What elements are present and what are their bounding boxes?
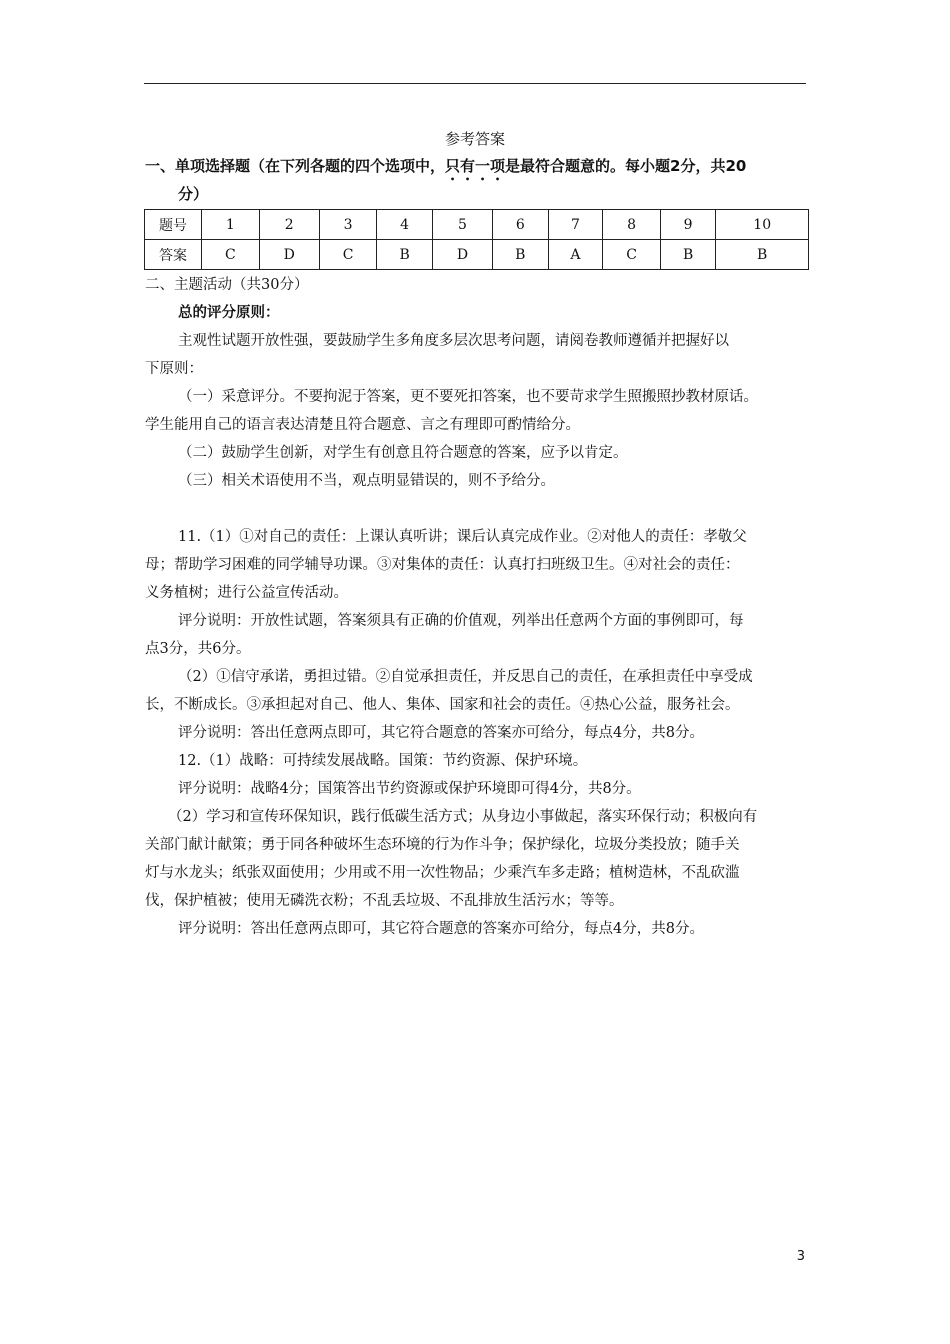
table-cell: 10 xyxy=(716,210,809,240)
text-line: 伐，保护植被；使用无磷洗衣粉；不乱丢垃圾、不乱排放生活污水；等等。 xyxy=(145,893,624,909)
text-line: 评分说明：开放性试题，答案须具有正确的价值观，列举出任意两个方面的事例即可，每 xyxy=(178,613,744,629)
table-cell: B xyxy=(493,240,549,270)
header-rule xyxy=(144,83,806,84)
table-cell: B xyxy=(716,240,809,270)
section2-heading: 二、主题活动（共30分） xyxy=(145,277,309,293)
text-line: 主观性试题开放性强，要鼓励学生多角度多层次思考问题，请阅卷教师遵循并把握好以 xyxy=(178,333,729,349)
text-line: （二）鼓励学生创新，对学生有创意且符合题意的答案，应予以肯定。 xyxy=(178,445,628,461)
table-cell: 8 xyxy=(603,210,661,240)
answer-table xyxy=(144,209,809,270)
section1-emphasis: 只有一项 xyxy=(445,157,506,175)
text-line: 11.（1）①对自己的责任：上课认真听讲；课后认真完成作业。②对他人的责任：孝敬父 xyxy=(178,529,747,545)
text-line: （2）学习和宣传环保知识，践行低碳生活方式；从身边小事做起，落实环保行动；积极向有 xyxy=(168,809,758,825)
text-line: 评分说明：答出任意两点即可，其它符合题意的答案亦可给分，每点4分，共8分。 xyxy=(178,725,704,741)
text-line: 长，不断成长。③承担起对自己、他人、集体、国家和社会的责任。④热心公益，服务社会。 xyxy=(145,697,740,713)
table-label-answer: 答案 xyxy=(145,240,202,270)
table-cell: 4 xyxy=(377,210,433,240)
table-cell: C xyxy=(603,240,661,270)
page-number: 3 xyxy=(796,1249,805,1264)
text-line: 灯与水龙头；纸张双面使用；少用或不用一次性物品；少乘汽车多走路；植树造林，不乱砍滥 xyxy=(145,865,740,881)
section1-suffix: 是最符合题意的。每小题2分，共20 xyxy=(505,157,747,175)
table-label-number: 题号 xyxy=(145,210,202,240)
table-cell: 6 xyxy=(493,210,549,240)
text-line: 义务植树；进行公益宣传活动。 xyxy=(145,585,348,601)
table-cell: D xyxy=(432,240,492,270)
table-cell: D xyxy=(259,240,319,270)
table-cell: B xyxy=(377,240,433,270)
section1-heading xyxy=(145,155,746,184)
text-line: （一）采意评分。不要拘泥于答案，更不要死扣答案，也不要苛求学生照搬照抄教材原话。 xyxy=(178,389,758,405)
text-line: 12.（1）战略：可持续发展战略。国策：节约资源、保护环境。 xyxy=(178,753,588,769)
table-cell: 1 xyxy=(202,210,260,240)
table-cell: C xyxy=(319,240,377,270)
table-row-numbers xyxy=(145,210,809,240)
section1-heading-cont: 分） xyxy=(178,185,209,203)
table-cell: 7 xyxy=(548,210,603,240)
table-cell: 5 xyxy=(432,210,492,240)
text-line: 关部门献计献策；勇于同各种破坏生态环境的行为作斗争；保护绿化，垃圾分类投放；随手关 xyxy=(145,837,740,853)
text-line: （2）①信守承诺，勇担过错。②自觉承担责任，并反思自己的责任，在承担责任中享受成 xyxy=(178,669,753,685)
table-cell: 2 xyxy=(259,210,319,240)
table-cell: A xyxy=(548,240,603,270)
table-cell: B xyxy=(660,240,716,270)
text-line: 下原则： xyxy=(145,361,203,377)
text-line: 评分说明：战略4分；国策答出节约资源或保护环境即可得4分，共8分。 xyxy=(178,781,641,797)
table-cell: 3 xyxy=(319,210,377,240)
page-title: 参考答案 xyxy=(444,130,505,148)
text-line: 点3分，共6分。 xyxy=(145,641,251,657)
text-line: 评分说明：答出任意两点即可，其它符合题意的答案亦可给分，每点4分，共8分。 xyxy=(178,921,704,937)
table-row-answers xyxy=(145,240,809,270)
table-cell: 9 xyxy=(660,210,716,240)
text-line: 学生能用自己的语言表达清楚且符合题意、言之有理即可酌情给分。 xyxy=(145,417,580,433)
section1-prefix: 一、单项选择题（在下列各题的四个选项中， xyxy=(145,157,446,175)
text-line: （三）相关术语使用不当，观点明显错误的，则不予给分。 xyxy=(178,473,555,489)
text-line: 母；帮助学习困难的同学辅导功课。③对集体的责任：认真打扫班级卫生。④对社会的责任： xyxy=(145,557,740,573)
principle-title: 总的评分原则： xyxy=(178,305,280,321)
table-cell: C xyxy=(202,240,260,270)
